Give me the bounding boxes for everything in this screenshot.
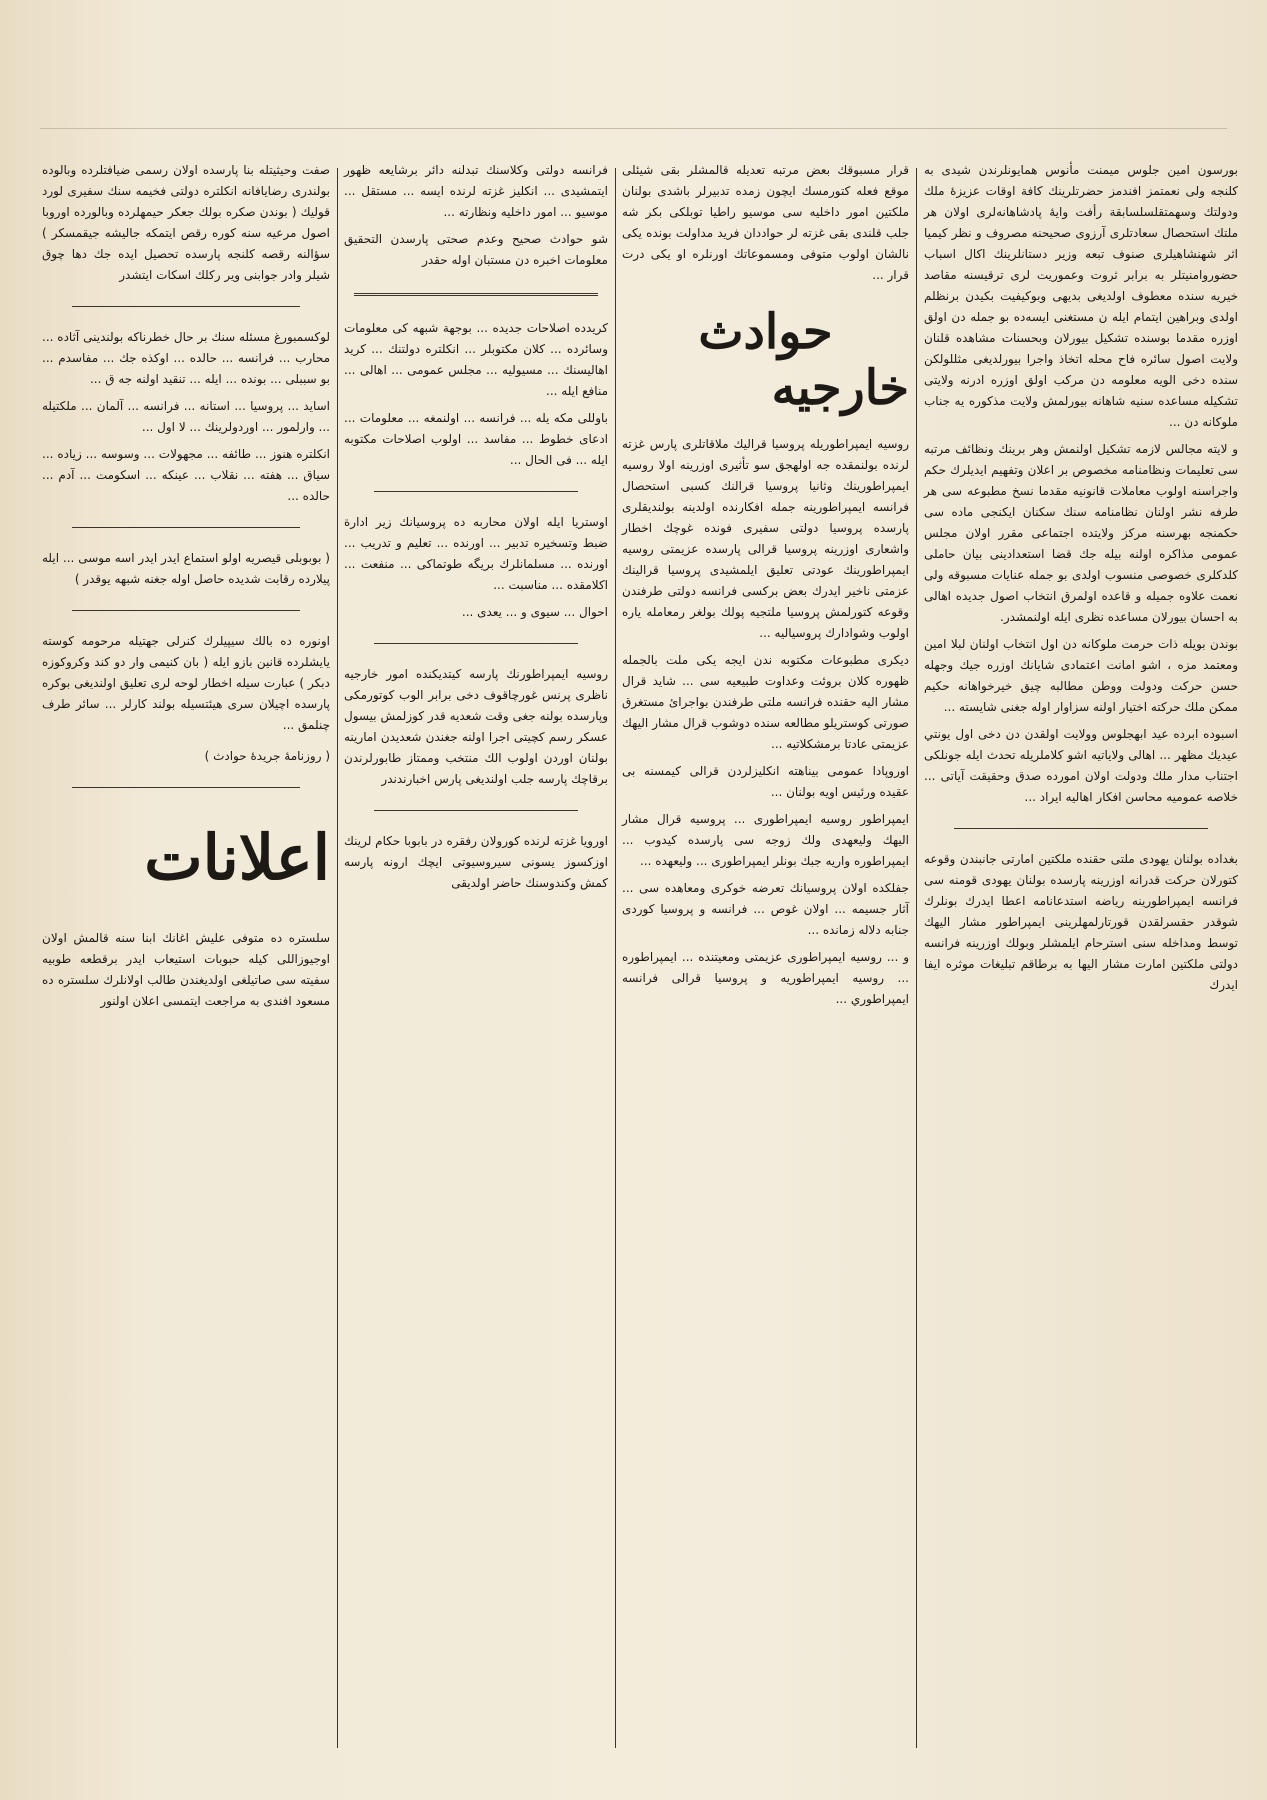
column-rule-3 xyxy=(337,168,338,1748)
column-1-paragraph-4: اسبوده ابرده عيد ابهجلوس وولايت اولقدن دن دخى اول يونتي عيديك مظهر ... اهالى ولاياتيه اشو كلاملريله تحدث ايله جونلكى اجتناب مدار ملك ودولت اولان امورده صدق وحقيقت آياتى ... خلاصه عموميه محاسن افكار اهاليه ايراد ... xyxy=(924,727,1238,804)
column-3-divider-3 xyxy=(374,643,578,644)
column-rule-2 xyxy=(615,168,616,1748)
column-1-bottom-article: بغداده بولنان يهودى ملتى حقنده ملكتين امارتى جانبندن وقوعه كتورلان حركت قدرانه اوزرينه پارسده بولنان يهودى قومنه سى فرانسه ايمپراطورينه رياضه استدعانامه اعطا ايدرك بونلرك شوقدر حقسرلقدن قورتارلمهلرينى ايمپراطور مشار اليهك توسط ومداخله سنى استرحام ايلمشلر وبولك اوزرينه فرانسه دولتى ملكتين امارت مشار اليها به برطاقم تبليغات موثره ايفا ايدرك xyxy=(924,852,1238,992)
column-4 xyxy=(38,160,334,1760)
column-4-paragraph-2: لوكسمبورغ مسئله سنك بر حال خطرناكه بولندينى آثاده ... محارب ... فرانسه ... حالده ... اوكذه جك ... مفاسدم ... بو سببلى ... بونده ... ايله ... تنقيد اولنه جه ق ... xyxy=(42,330,330,386)
section-heading-foreign-news: حوادث خارجيه xyxy=(698,304,909,416)
header-strip xyxy=(40,128,1227,143)
column-2-top-article: قرار مسبوقك بعض مرتبه تعديله قالمشلر بقى شيئلى موقع فعله كتورمسك ايچون زمده تدبيرلر باشدى بولنان ملكتين امور داخليه سى موسيو راطيا توبلكى بكر شه جلب قلندى بقى غزته لر حواددان فريد مداولت بونده يكى نالشان اولوب متوفى ومسموعاتك اورنلره او يكى درت قرار ... xyxy=(622,163,909,282)
column-3-paragraph-6: احوال ... سيوى و ... يعدى ... xyxy=(461,605,608,619)
column-3-paragraph-3: كريدده اصلاحات جديده ... بوجهة شبهه كى معلومات وسائرده ... كلان مكتوبلر ... انكلتره دولتنك ... كريد اهاليسنك ... مسيوليه ... مجلس عمومى ... اهالى ... منافع ايله ... xyxy=(344,321,608,398)
announcement-text: سلستره ده متوفى عليش اغانك ابنا سنه قالمش اولان اوجيوزاللى كيله حبوبات استيعاب ايدر برقطعه طوبيه سفيته سى صاتيلغى اولديغندن طالب اولانلرك سلستره ده مسعود افندى به مراجعت ايتمسى اعلان اولنور xyxy=(42,931,330,1008)
column-1-paragraph-3: بوندن بويله ذات حرمت ملوكانه دن اول انتخاب اولنان لبلا امين ومعتمد مزه ، اشو امانت اعتمادى شايانك اوزره جيك وجهله حسن حركت ودولت ووطن مطالبه چيق خيرخواهانه حكيم ممكن ملك حركته اختيار اولنه سزاوار اوله جغنى شايسته ... xyxy=(924,637,1238,714)
column-3 xyxy=(340,160,612,1760)
column-2-paragraph-5: جفلكده اولان پروسيانك تعرضه خوكرى ومعاهده سى ... آثار جسيمه ... اولان غوص ... فرانسه و پروسيا كوردى جنابه دلاله زمانده ... xyxy=(622,881,909,937)
column-rule-1 xyxy=(916,168,917,1748)
column-3-divider-4 xyxy=(374,810,578,811)
column-3-paragraph-7: روسيه ايمپراطورنك پارسه كيتديكنده امور خارجيه ناظرى پرنس غورچاقوف دخى برابر الوب كوتورمكى وپارسده بولنه جغى وقت شعديه قدر كوزلمش بيسول عسكر رسم كچيتى اجرا اولنه جغندن شعديدن امارينه بولنان اوردن اولوب الك منتخب وممتاز طابورلرندن برقاچك پارسه جلب اولنديغى پارس اخبارندندر xyxy=(344,667,608,786)
column-2-paragraph-2: ديكرى مطبوعات مكتوبه ندن ايجه يكى ملت بالجمله ظهوره كلان بروئت وعداوت طبيعيه سى ... شايد قرال مشار اليه حقنده فرانسه ملتى طرفندن بواجرائ مستغرق صورتى كوستريلو مطالعه سنده دوشوب قرال مشار اليهك عزيمتى عادتا برمشكلاتيه ... xyxy=(622,653,909,751)
column-3-paragraph-1: فرانسه دولتى وكلاسنك تبدلنه دائر برشايعه ظهور ايتمشيدى ... انكليز غزته لرنده ايسه ... مستقل ... موسيو ... امور داخليه ونظارته ... xyxy=(344,163,608,219)
column-2-paragraph-3: اوروپادا عمومى بيناهته انكليزلردن قرالى كيمسنه بى عقيده ورئيس اويه بولنان ... xyxy=(622,764,909,799)
column-4-paragraph-3: اسايد ... پروسيا ... استانه ... فرانسه ... آلمان ... ملكتيله ... وارلمور ... اوردولرينك ... لا اول ... xyxy=(42,399,330,434)
column-4-paragraph-4: انكلتره هنوز ... طائفه ... مجهولات ... وسوسه ... زياده ... سياق ... هفته ... نقلاب ... عينكه ... اسكومت ... آدم ... حالده ... xyxy=(42,447,330,503)
section-heading-announcements: اعلانات xyxy=(144,821,330,894)
column-4-divider-3 xyxy=(72,610,300,611)
column-4-paragraph-1: صفت وحيثيتله بنا پارسده اولان رسمى ضيافتلرده وبالوده بولندرى رضايافانه انكلتره دولتى فخيمه سنك سفيرى لورد قوليك ( بوندن صكره بولك جعكر حيمهلرده وبالورده اوروبا اصول مرعيه سنه كوره رقص ايتمكه جاليشه جيقمسكر ) سؤالنه رقصه كلنجه پارسده تحصيل ايده جك دها چوق شيلر وادر جوابنى وير ركلك اسكات ايتشدر xyxy=(42,163,330,282)
column-2-paragraph-4: ايمپراطور روسيه ايمپراطورى ... پروسيه قرال مشار اليهك وليعهدى ولك زوجه سى پارسده كيدوب ... ايمپراطوره واريه جبك بونلر ايمپراطورى ... وليعهده ... xyxy=(622,812,909,868)
source-signature: ( روزنامهٔ جريدهٔ حوادث ) xyxy=(204,749,330,763)
column-3-divider-1 xyxy=(354,293,598,296)
column-3-paragraph-8: اورويا غزته لرنده كورولان رفقره در بابوبا حكام لرينك اوزكسوز يسونى سيروسيوتى ايچك ارونه پارسه كمش وكندوسنك حاضر اولديقى xyxy=(344,834,608,890)
column-3-paragraph-2: شو حوادث صحيح وعدم صحتى پارسدن التحقيق معلومات اخبره دن مستبان اوله حقدر xyxy=(344,232,608,267)
column-1-paragraph-1: بورسون امين جلوس ميمنت مأنوس همايونلرندن شيدى به كلنجه ولى نعمتمز افندمز حضرتلرينك كافة اوقات عزيزهٔ ملك ودولتك وسهمتقلسلسابقة رأفت وايهٔ پادشاهانه‌لرى اولان هر ملتك استحصال سعادتلرى آرزوى صحيحنه مصروف و نظر كيميا اثر شهنشاهيلرى صنوف تبعه وزير دستانلرينك اكال اسباب حضوروامنيتلر به برابر ثروت وعموريت لرى ترقيسنه مقاصد خيريه سنده معطوف اولديغى بديهى وبوكيفيت بكيدن برنظلم اولدى وبراهين ايتمام ايله ن مستغنى ايسه‌ده بو جمله دن اولق اوزره مقدما بوسنده تشكيل بيورلان وبحسنات مشاهده قلنان ولايت اصول سائره فاح محله اتخاذ واجرا بيورلديغى مثللولكن سنده دخى الويه معلومه دن مركب اولق اوزره ادرنه ولايتى تشكيله مساعده سنيه شاهانه بيورلمش ولايت مذكوره يه جناب ملوكانه دن ... xyxy=(924,163,1238,429)
column-1-paragraph-2: و لايته مجالس لازمه تشكيل اولنمش وهر برينك ونظائف مرتبه سى تعليمات ونظامنامه مخصوص بر اعلان وتفهيم ايديلرك حكم واجراسنه اولوب معاملات قانونيه مقدما نسخ مطبوعه سى هر طرفه نشر اولنان نظامنامه سنك سكنان ايكنجى ماده سى حكمنجه بهرسنه مركز ولايتده اجتماعى مقرر اولان مجلس عمومى مذاكره اولنه بيله جك قضا استعدادينى بيان حاملى كلدكلرى خصوصى منسوب اولدى بو جمله عنايات مسبوقه ولى نعمت علاوه جميله و قاعده اولمرق انتخاب اصول جديده اهالى به احسان بيورلان مساعده نظرى ايله اولنمشدر. xyxy=(924,442,1238,624)
column-4-divider-4 xyxy=(72,787,300,788)
column-3-divider-2 xyxy=(374,491,578,492)
column-1-divider xyxy=(954,828,1208,829)
column-1 xyxy=(920,160,1242,1760)
column-4-divider-1 xyxy=(72,306,300,307)
column-4-paragraph-5: ( بوبوبلى قيصريه اولو استماع ايدر ايدر اسه موسى ... ايله پيلارده رقابت شديده حاصل اوله جغنه شبهه يوقدر ) xyxy=(42,551,330,586)
column-3-paragraph-4: باوللى مكه يله ... فرانسه ... اولنمغه ... معلومات ... ادعاى خطوط ... مفاسد ... اولوب اصلاحات مكتوبه ايله ... فى الحال ... xyxy=(344,411,608,467)
column-4-paragraph-6: اونوره ده بالك سيپيلرك كنرلى جهتيله مرحومه كوسته يايشلرده قانين بازو ايله ( بان كنيمى وار دو كند وكروكوزه دبكر ) عبارت سيله اخطار لوحه لرى تعليق اولنديغى بوكره پارسده اچيلان سرى هيئتسيله بولند كارلر ... سائر طرف چنلمق ... xyxy=(42,634,330,732)
column-2-paragraph-1: روسيه ايمپراطوريله پروسيا قراليك ملاقاتلرى پارس غزته لرنده بولنمقده جه اولهجق سو تأثيرى اوزرينه اولا روسيه ايمپراطورينك وثانيا پروسيا قرالنك كسبى استحصال فرانسه ايمپراطورينه جمله افكارنده اولدينه بولنديقلرى پارسده پروسيا دولتى سفيرى فونده غوچك اخطار واشعارى اوزرينه پروسيا قرالى پارسده عزيمتى روسيه ايمپراطورينك عودتى تعليق ايلمشيدى پروسيا قرالينك عزمتى ناخير ايدرك بعض بركسى فرانسه دولتى طرفندن وقوعه كتورلمش پروسيا ملتجيه پولك بولغر رمعامله ياره اولوب وشوادارك پروسياليه ... xyxy=(622,437,909,640)
column-2 xyxy=(618,160,913,1760)
column-4-divider-2 xyxy=(72,527,300,528)
column-3-paragraph-5: اوستريا ايله اولان محاربه ده پروسيانك زير ادارة ضبط وتسخيره تدبير ... اورنده ... تعليم و تدريب ... اورنده ... مسلمانلرك بريگه طوتماكى ... منفعت ... اكلامقده ... مناسبت ... xyxy=(344,515,608,592)
column-2-paragraph-6: و ... روسيه ايمپراطورى عزيمتى ومعيتنده ... ايمپراطوره ... روسيه ايمپراطوريه و پروسيا قرالى فرانسه ايمپراطوري ... xyxy=(622,950,909,1006)
